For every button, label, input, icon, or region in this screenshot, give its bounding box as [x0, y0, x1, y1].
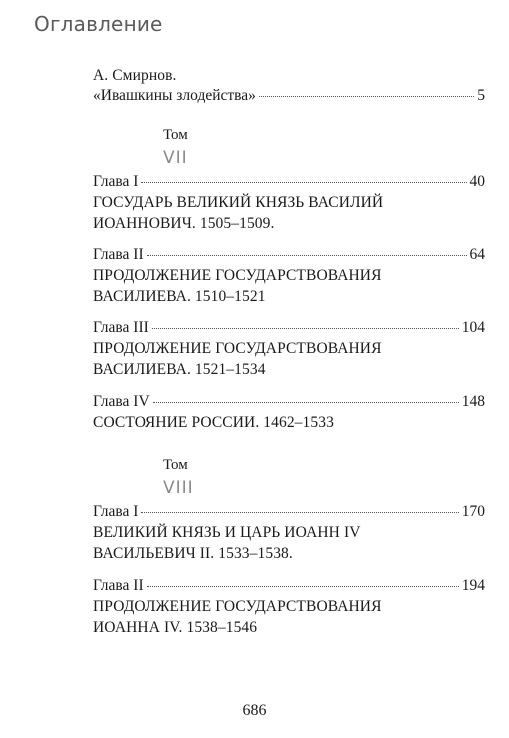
dot-leader [152, 328, 459, 329]
chapter-title: ПРОДОЛЖЕНИЕ ГОСУДАРСТВОВАНИЯ [93, 267, 382, 284]
chapter-label: Глава II [93, 246, 144, 263]
page-ref: 64 [469, 246, 485, 263]
toc-entry [93, 392, 485, 433]
chapter-title: ВЕЛИКИЙ КНЯЗЬ И ЦАРЬ ИОАНН IV [93, 524, 361, 541]
page-ref: 148 [461, 393, 485, 410]
dot-leader [141, 512, 458, 513]
toc-entry [93, 576, 485, 638]
page-ref: 170 [461, 503, 485, 520]
intro-page: 5 [477, 87, 485, 104]
chapter-title: ПРОДОЛЖЕНИЕ ГОСУДАРСТВОВАНИЯ [93, 340, 382, 357]
chapter-label: Глава I [93, 503, 139, 520]
chapter-label: Глава IV [93, 393, 150, 410]
toc-entry [93, 502, 485, 564]
toc-entry [93, 318, 485, 380]
page-heading: Оглавление [34, 12, 163, 36]
toc-entry-intro [93, 65, 485, 106]
volume-number: VIII [163, 478, 194, 498]
dot-leader [147, 255, 467, 256]
page-ref: 40 [469, 173, 485, 190]
chapter-title: ИОАННА IV. 1538–1546 [93, 619, 258, 636]
toc-entry [93, 172, 485, 234]
intro-leader [93, 86, 485, 106]
toc-entry [93, 245, 485, 307]
chapter-label: Глава II [93, 577, 144, 594]
chapter-label: Глава III [93, 319, 149, 336]
dot-leader [147, 586, 459, 587]
intro-author: А. Смирнов. [93, 67, 177, 84]
chapter-title: ВАСИЛИЕВА. 1510–1521 [93, 288, 266, 305]
dot-leader [259, 96, 474, 97]
dot-leader [153, 402, 459, 403]
page-number: 686 [242, 702, 267, 719]
page-ref: 194 [461, 577, 485, 594]
chapter-title: ГОСУДАРЬ ВЕЛИКИЙ КНЯЗЬ ВАСИЛИЙ [93, 194, 384, 211]
dot-leader [141, 182, 466, 183]
volume-number: VII [163, 148, 188, 168]
intro-title: «Ивашкины злодейства» [93, 87, 256, 104]
chapter-label: Глава I [93, 173, 139, 190]
chapter-title: СОСТОЯНИЕ РОССИИ. 1462–1533 [93, 414, 334, 431]
page-ref: 104 [461, 319, 485, 336]
chapter-title: ВАСИЛИЕВА. 1521–1534 [93, 361, 266, 378]
chapter-title: ИОАННОВИЧ. 1505–1509. [93, 215, 275, 232]
volume-label: Том [163, 457, 188, 473]
chapter-title: ВАСИЛЬЕВИЧ II. 1533–1538. [93, 545, 293, 562]
volume-label: Том [163, 127, 188, 143]
chapter-title: ПРОДОЛЖЕНИЕ ГОСУДАРСТВОВАНИЯ [93, 598, 382, 615]
